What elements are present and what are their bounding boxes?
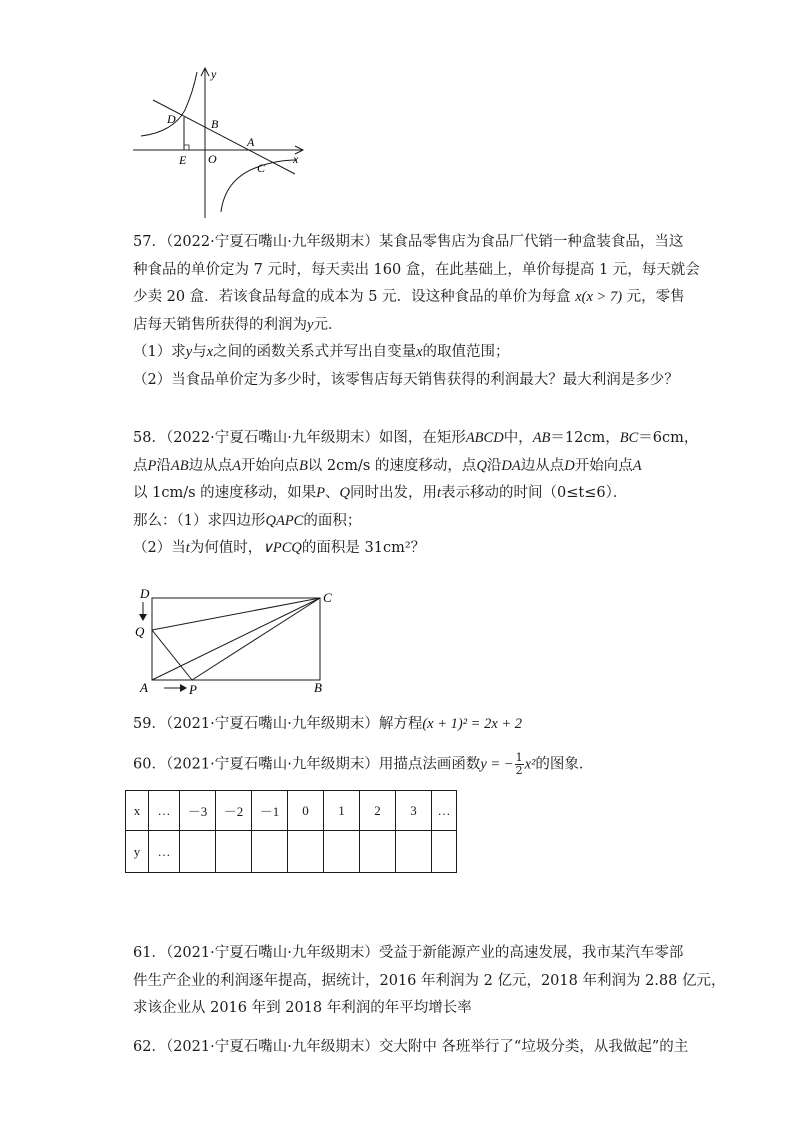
math-var: BC	[619, 430, 639, 446]
math-var: y	[307, 316, 314, 333]
text: 表示移动的时间（0≤t≤6）．	[441, 485, 628, 502]
text: 受益于新能源产业的高速发展，我市某汽车零部	[378, 945, 684, 961]
math-var: B	[298, 457, 308, 474]
math-var: ∨PCQ	[262, 540, 302, 557]
label-C: C	[323, 590, 332, 605]
problem-source: （2021·宁夏石嘴山·九年级期末）	[165, 1039, 379, 1055]
problem-58-line-2	[133, 453, 663, 481]
math-var: AB	[170, 457, 189, 474]
table-cell: 0	[288, 791, 324, 831]
right-angle-mark	[184, 145, 189, 150]
table-cell: 2	[360, 791, 396, 831]
equation: (x + 1)² = 2x + 2	[422, 716, 523, 732]
text: 之间的函数关系式并写出自变量	[213, 344, 417, 361]
problem-number: 62．	[133, 1039, 166, 1055]
text: 件生产企业的利润逐年提高，据统计，2016 年利润为 2 亿元，2018 年利润为 2.88 亿元，	[133, 972, 726, 989]
problem-58-line-1	[133, 425, 699, 453]
problem-source: （2021·宁夏石嘴山·九年级期末）	[165, 945, 379, 961]
text: 用描点法画函数	[378, 756, 481, 773]
text: 求该企业从 2016 年到 2018 年利润的年平均增长率	[133, 1000, 472, 1017]
table-cell: …	[149, 791, 180, 831]
problem-57-part-2	[133, 367, 679, 395]
table-cell: …	[432, 791, 457, 831]
problem-58-line-5	[133, 535, 663, 563]
text: 沿	[486, 457, 502, 474]
problem-source: （2021·宁夏石嘴山·九年级期末）	[165, 716, 379, 732]
text: 的面积；	[303, 512, 362, 529]
label-D: D	[140, 586, 150, 601]
math-var: DA	[501, 457, 521, 474]
table-cell	[360, 831, 396, 873]
problem-57-line-1	[133, 229, 684, 257]
problem-59-line-1	[133, 711, 663, 739]
label-Q: Q	[135, 624, 145, 639]
math-var: A	[232, 457, 241, 474]
text: 店每天销售所获得的利润为	[133, 316, 307, 333]
math-var: P	[147, 457, 157, 474]
math-var: x	[416, 344, 423, 361]
label-A: A	[247, 135, 255, 149]
text: 如图，在矩形	[378, 430, 466, 446]
math-var: P	[316, 485, 325, 502]
equation-left: y = −	[480, 756, 514, 773]
table-cell: －1	[252, 791, 288, 831]
problem-number: 58．	[133, 430, 166, 446]
math-var: y	[185, 344, 193, 361]
text: 为何值时，	[189, 540, 263, 557]
hyperbola-branch-upper-left	[141, 72, 197, 136]
text: 那么：（1）求四边形	[133, 512, 266, 529]
fraction-numerator: 1	[515, 751, 523, 764]
math-var: ABCD	[465, 430, 504, 446]
text: ＝12cm，	[550, 430, 620, 446]
text: 沿	[156, 457, 171, 474]
text: 点	[133, 457, 148, 474]
problem-59	[133, 711, 663, 739]
text: 元．	[313, 316, 343, 333]
label-y: y	[211, 67, 217, 81]
problem-62	[133, 1034, 689, 1062]
segment-qp	[152, 630, 192, 680]
problem-57	[133, 229, 700, 395]
xy-value-table	[125, 790, 457, 873]
math-var: Q	[476, 457, 487, 474]
problem-58-line-3	[133, 480, 663, 508]
table-cell: 3	[396, 791, 432, 831]
math-var: t	[185, 540, 190, 557]
table-cell: y	[126, 831, 149, 873]
label-B: B	[211, 117, 219, 131]
text: 、	[325, 485, 340, 502]
problem-60	[133, 752, 593, 777]
table-row-x	[126, 791, 457, 831]
text: 某食品零售店为食品厂代销一种盒装食品，当这	[378, 234, 684, 250]
figure-rectangle-abcd	[130, 586, 340, 698]
text: 同时出发，用	[349, 485, 437, 502]
text: 开始向点	[574, 457, 633, 474]
label-P: P	[189, 682, 197, 697]
figure-hyperbola-line	[125, 60, 315, 220]
problem-number: 60．	[133, 756, 166, 773]
table-cell: －2	[216, 791, 252, 831]
table-cell: …	[149, 831, 180, 873]
problem-57-line-4	[133, 312, 663, 340]
text: 开始向点	[240, 457, 299, 474]
math-var: A	[632, 457, 642, 474]
table-cell: 1	[324, 791, 360, 831]
text: （1）求	[133, 344, 186, 361]
problem-58	[133, 425, 699, 563]
math-var: Q	[339, 485, 350, 502]
math-inline: x(x > 7)	[575, 289, 623, 306]
table-cell	[216, 831, 252, 873]
text: 的图象．	[535, 756, 594, 773]
problem-61-line-2	[133, 968, 726, 996]
math-var: D	[564, 457, 575, 474]
math-var: AB	[532, 430, 551, 446]
text: ＝6cm，	[638, 430, 699, 446]
label-E: E	[179, 153, 187, 167]
problem-number: 57．	[133, 234, 166, 250]
label-C: C	[257, 161, 266, 175]
text: 边从点	[520, 457, 565, 474]
problem-number: 61．	[133, 945, 166, 961]
equation-right: x²	[524, 756, 536, 773]
label-D: D	[167, 112, 176, 126]
segment-ac	[152, 598, 320, 680]
problem-61	[133, 940, 726, 1023]
text: （2）当	[133, 540, 186, 557]
problem-57-line-2	[133, 257, 700, 285]
problem-source: （2022·宁夏石嘴山·九年级期末）	[165, 234, 379, 250]
text: 的面积是 31cm²？	[301, 540, 426, 557]
fraction-denominator: 2	[515, 764, 523, 777]
problem-source: （2022·宁夏石嘴山·九年级期末）	[165, 430, 379, 446]
problem-source: （2021·宁夏石嘴山·九年级期末）	[165, 756, 379, 773]
text: 中，	[503, 430, 533, 446]
problem-58-line-4	[133, 508, 663, 536]
label-B: B	[314, 680, 322, 695]
text: 元，零售	[626, 289, 685, 306]
table-cell: －3	[180, 791, 216, 831]
math-var: x	[206, 344, 214, 361]
problem-61-line-1	[133, 940, 684, 968]
table-cell	[432, 831, 457, 873]
math-var: t	[436, 485, 442, 502]
math-var: QAPC	[265, 512, 304, 529]
label-O: O	[208, 152, 217, 166]
problem-61-line-3	[133, 995, 663, 1023]
arrow-right-head	[180, 684, 187, 692]
problem-62-line-1	[133, 1034, 689, 1062]
text: 边从点	[188, 457, 233, 474]
text: 以 1cm/s 的速度移动，如果	[133, 485, 317, 502]
label-A: A	[140, 680, 148, 695]
table-cell: x	[126, 791, 149, 831]
text: 以 2cm/s 的速度移动，点	[307, 457, 477, 474]
text: 种食品的单价定为 7 元时，每天卖出 160 盒，在此基础上，单价每提高 1 元，每天就会	[133, 261, 700, 278]
problem-57-line-3	[133, 284, 685, 312]
table-row-y	[126, 831, 457, 873]
problem-number: 59．	[133, 716, 166, 732]
fraction	[515, 752, 524, 777]
table-cell	[252, 831, 288, 873]
problem-57-part-1	[133, 339, 663, 367]
text: 交大附中 各班举行了“垃圾分类，从我做起”的主	[378, 1039, 689, 1055]
arrow-down-head	[139, 614, 147, 621]
text: 解方程	[378, 716, 423, 732]
text: 与	[192, 344, 207, 361]
table-cell	[288, 831, 324, 873]
table-cell	[180, 831, 216, 873]
label-x: x	[293, 152, 299, 166]
table-cell	[396, 831, 432, 873]
table-cell	[324, 831, 360, 873]
text: （2）当食品单价定为多少时，该零售店每天销售获得的利润最大？最大利润是多少？	[133, 371, 679, 388]
text: 少卖 20 盒．若该食品每盒的成本为 5 元．设这种食品的单价为每盒	[133, 289, 571, 306]
text: 的取值范围；	[422, 344, 510, 361]
